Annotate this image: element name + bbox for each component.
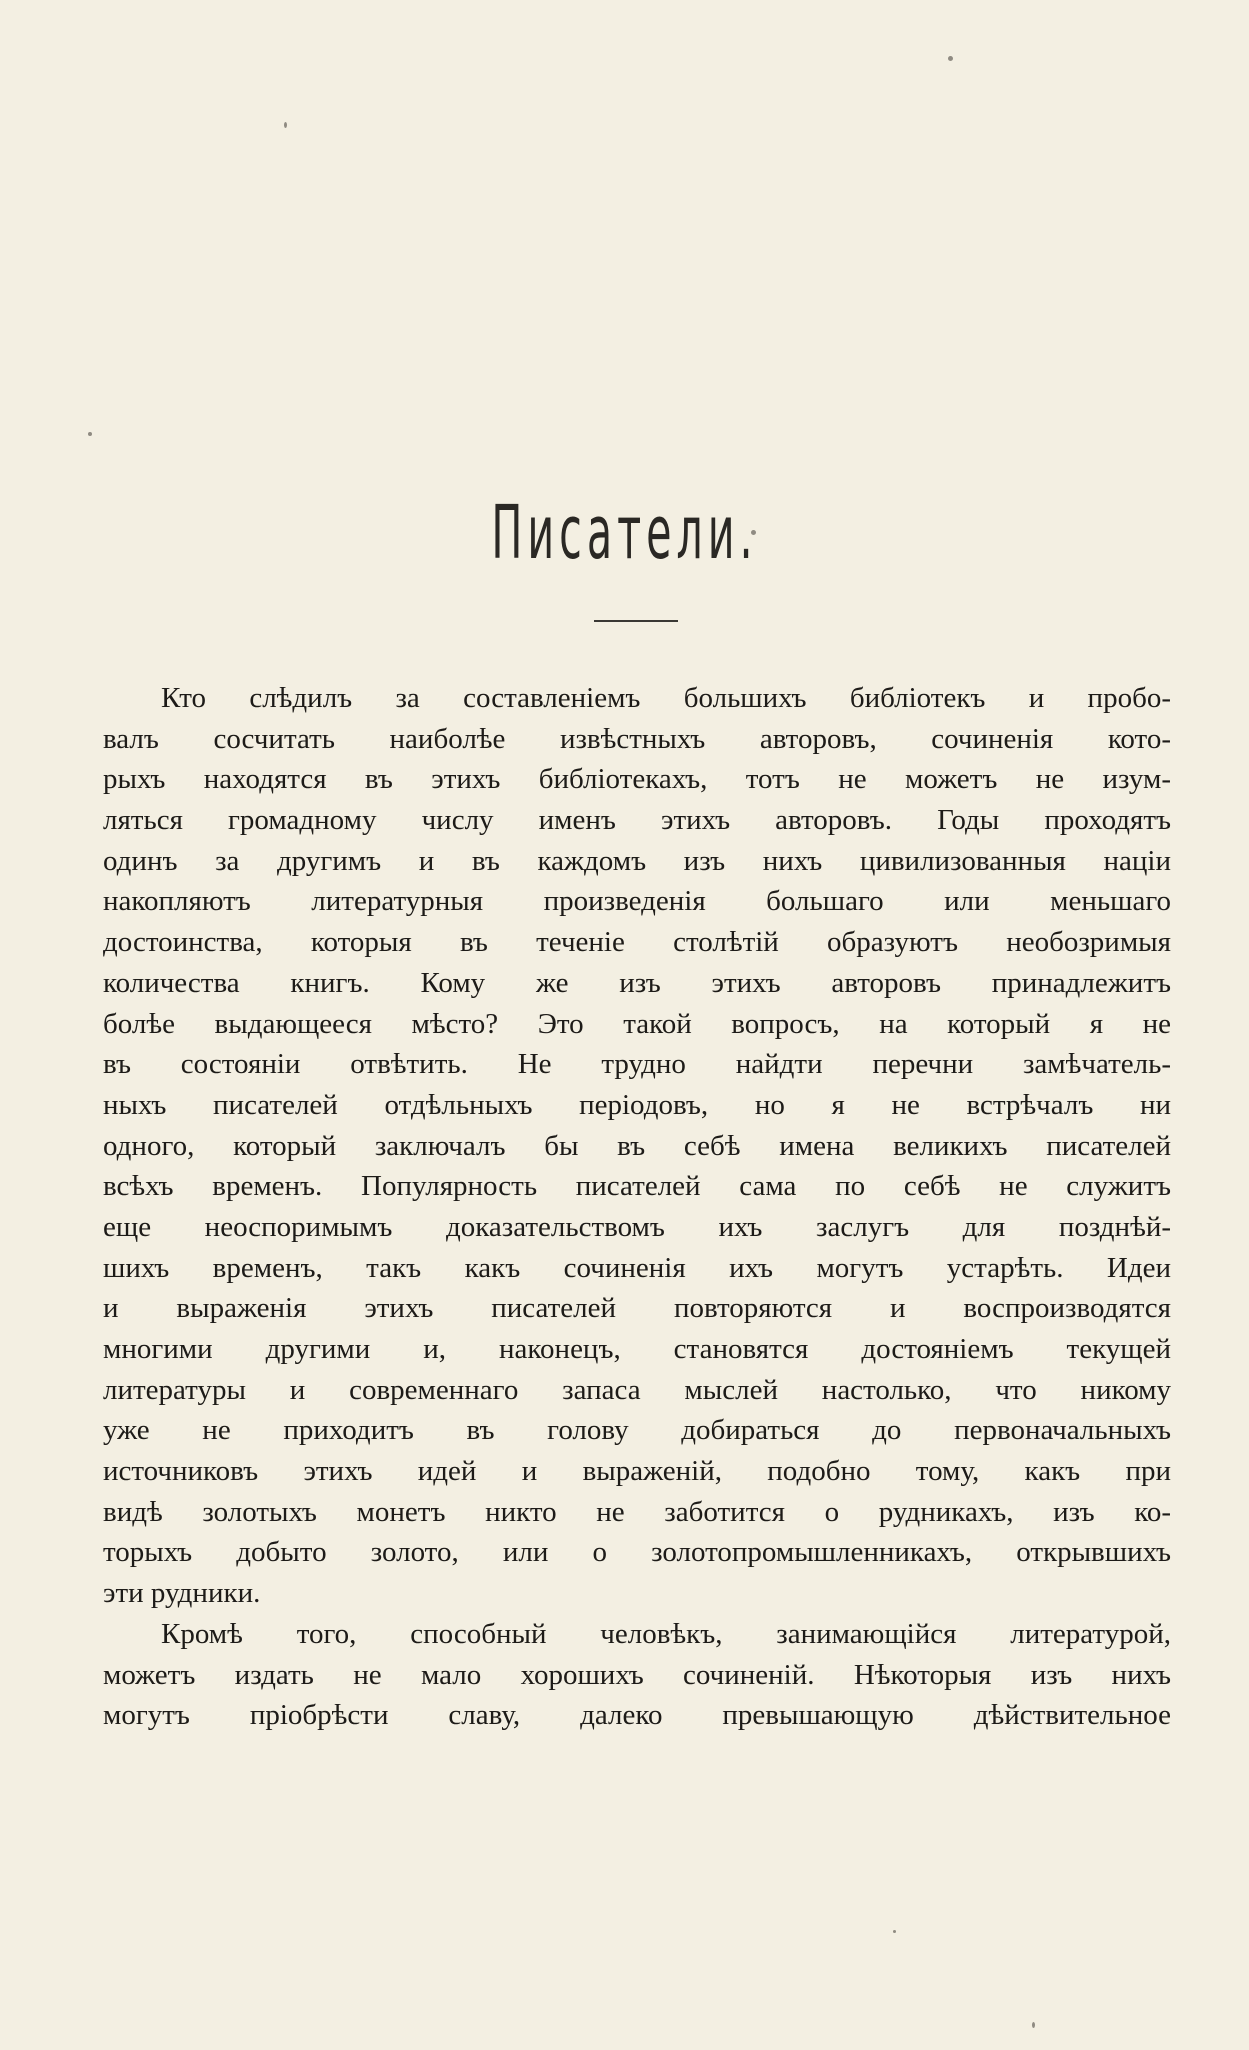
text-line: литературы и современнаго запаса мыслей настолько, что никому [103, 1373, 1171, 1406]
text-line: болѣе выдающееся мѣсто? Это такой вопросъ, на который я не [103, 1007, 1171, 1040]
text-line: достоинства, которыя въ теченіе столѣтій образуютъ необозримыя [103, 926, 1171, 959]
text-line: многими другими и, наконецъ, становятся достояніемъ текущей [103, 1333, 1171, 1365]
text-line: Кромѣ того, способный человѣкъ, занимающійся литературой, [161, 1617, 1171, 1650]
text-line: ляться громадному числу именъ этихъ авторовъ. Годы проходятъ [103, 804, 1171, 837]
text-line: уже не приходитъ въ голову добираться до первоначальныхъ [103, 1414, 1171, 1447]
text-line: одинъ за другимъ и въ каждомъ изъ нихъ цивилизованныя націи [103, 844, 1171, 877]
text-line: источниковъ этихъ идей и выраженій, подобно тому, какъ при [103, 1455, 1171, 1488]
text-line: Кто слѣдилъ за составленіемъ большихъ библіотекъ и пробо- [161, 682, 1171, 714]
paper-speck [88, 432, 92, 436]
body-text [103, 678, 1171, 1736]
paper-speck [893, 1930, 896, 1933]
text-line: количества книгъ. Кому же изъ этихъ авторовъ принадлежитъ [103, 966, 1171, 999]
text-line: еще неоспоримымъ доказательствомъ ихъ заслугъ для позднѣй- [103, 1210, 1171, 1243]
text-line: ныхъ писателей отдѣльныхъ періодовъ, но я не встрѣчалъ ни [103, 1088, 1171, 1121]
text-line: рыхъ находятся въ этихъ библіотекахъ, тотъ не можетъ не изум- [103, 763, 1171, 796]
text-line: и выраженія этихъ писателей повторяются и воспроизводятся [103, 1292, 1171, 1325]
chapter-heading: Писатели. [491, 490, 758, 576]
text-line: накопляютъ литературныя произведенія большаго или меньшаго [103, 885, 1171, 918]
text-line: одного, который заключалъ бы въ себѣ имена великихъ писателей [103, 1129, 1171, 1162]
text-line: шихъ временъ, такъ какъ сочиненія ихъ могутъ устарѣть. Идеи [103, 1251, 1171, 1284]
text-line: въ состояніи отвѣтить. Не трудно найдти перечни замѣчатель- [103, 1048, 1171, 1081]
heading-rule [594, 620, 678, 622]
text-line: эти рудники. [103, 1577, 261, 1610]
paper-speck [1032, 2022, 1035, 2028]
text-line: торыхъ добыто золото, или о золотопромышленникахъ, открывшихъ [103, 1536, 1171, 1569]
paper-speck [948, 56, 953, 61]
text-line: могутъ пріобрѣсти славу, далеко превышающую дѣйствительное [103, 1699, 1171, 1732]
text-line: всѣхъ временъ. Популярность писателей сама по себѣ не служитъ [103, 1170, 1171, 1203]
text-line: валъ сосчитать наиболѣе извѣстныхъ авторовъ, сочиненія кото- [103, 722, 1171, 755]
text-line: можетъ издать не мало хорошихъ сочиненій. Нѣкоторыя изъ нихъ [103, 1658, 1171, 1691]
paper-speck [284, 122, 287, 128]
text-line: видѣ золотыхъ монетъ никто не заботится о рудникахъ, изъ ко- [103, 1495, 1171, 1528]
